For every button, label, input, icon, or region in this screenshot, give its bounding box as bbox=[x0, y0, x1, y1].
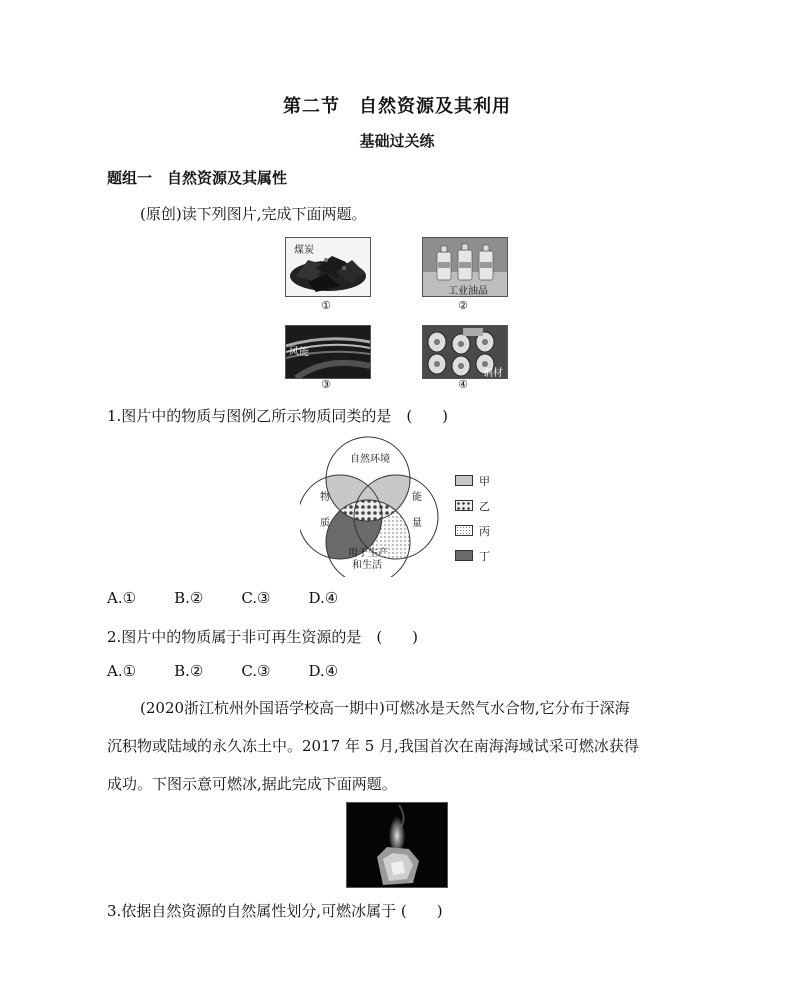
q1-option-c[interactable]: C.③ bbox=[241, 589, 271, 607]
venn-left-label-1: 物 bbox=[320, 492, 330, 503]
q2-option-b[interactable]: B.② bbox=[174, 662, 204, 680]
oil-photo bbox=[422, 237, 508, 297]
group2-intro-line-1: (2020浙江杭州外国语学校高一期中)可燃冰是天然气水合物,它分布于深海 bbox=[140, 699, 630, 717]
legend-label-yi: 乙 bbox=[479, 499, 490, 513]
photo-number-1: ① bbox=[321, 299, 331, 312]
question-1: 1.图片中的物质与图例乙所示物质同类的是 ( ) bbox=[107, 407, 449, 425]
venn-top-label: 自然环境 bbox=[350, 454, 390, 465]
venn-bottom-label-2: 和生活 bbox=[352, 560, 382, 571]
q1-option-b[interactable]: B.② bbox=[174, 589, 204, 607]
group2-intro-line-3: 成功。下图示意可燃冰,据此完成下面两题。 bbox=[107, 775, 397, 793]
legend-item-jia bbox=[455, 468, 490, 493]
question-3: 3.依据自然资源的自然属性划分,可燃冰属于 ( ) bbox=[107, 902, 443, 920]
group1-intro: (原创)读下列图片,完成下面两题。 bbox=[140, 205, 367, 223]
q1-option-a[interactable]: A.① bbox=[107, 589, 137, 607]
venn-bottom-label-1: 用于生产 bbox=[348, 548, 388, 559]
page-title: 第二节 自然资源及其利用 bbox=[283, 96, 511, 117]
photo-number-2: ② bbox=[458, 299, 468, 312]
question-2: 2.图片中的物质属于非可再生资源的是 ( ) bbox=[107, 628, 419, 646]
venn-right-label-2: 量 bbox=[412, 518, 422, 529]
wind-photo bbox=[285, 325, 371, 379]
q2-option-d[interactable]: D.④ bbox=[308, 662, 339, 680]
wind-label: 风能 bbox=[289, 347, 309, 358]
legend-item-bing bbox=[455, 518, 490, 543]
combustible-ice-photo bbox=[346, 802, 448, 888]
question-2-options bbox=[107, 662, 376, 680]
venn-legend bbox=[455, 468, 490, 568]
photo-number-3: ③ bbox=[321, 378, 331, 391]
steel-photo bbox=[422, 325, 508, 379]
legend-label-ding: 丁 bbox=[479, 549, 490, 563]
oil-label: 工业油品 bbox=[448, 286, 488, 297]
q1-option-d[interactable]: D.④ bbox=[308, 589, 339, 607]
q2-option-c[interactable]: C.③ bbox=[241, 662, 271, 680]
question-group-heading: 题组一 自然资源及其属性 bbox=[107, 169, 288, 187]
legend-label-jia: 甲 bbox=[479, 474, 490, 488]
venn-left-label-2: 质 bbox=[320, 518, 330, 529]
legend-item-yi bbox=[455, 493, 490, 518]
photo-number-4: ④ bbox=[458, 378, 468, 391]
question-1-options bbox=[107, 589, 376, 607]
group2-intro-line-2: 沉积物或陆域的永久冻土中。2017 年 5 月,我国首次在南海海域试采可燃冰获得 bbox=[107, 737, 639, 755]
coal-label: 煤炭 bbox=[294, 245, 314, 256]
legend-item-ding bbox=[455, 543, 490, 568]
venn-diagram bbox=[300, 432, 440, 577]
section-subtitle: 基础过关练 bbox=[359, 132, 435, 150]
legend-label-bing: 丙 bbox=[479, 524, 490, 538]
steel-label: 钢材 bbox=[483, 368, 503, 379]
venn-right-label-1: 能 bbox=[412, 492, 422, 503]
q2-option-a[interactable]: A.① bbox=[107, 662, 137, 680]
coal-photo bbox=[285, 237, 371, 297]
